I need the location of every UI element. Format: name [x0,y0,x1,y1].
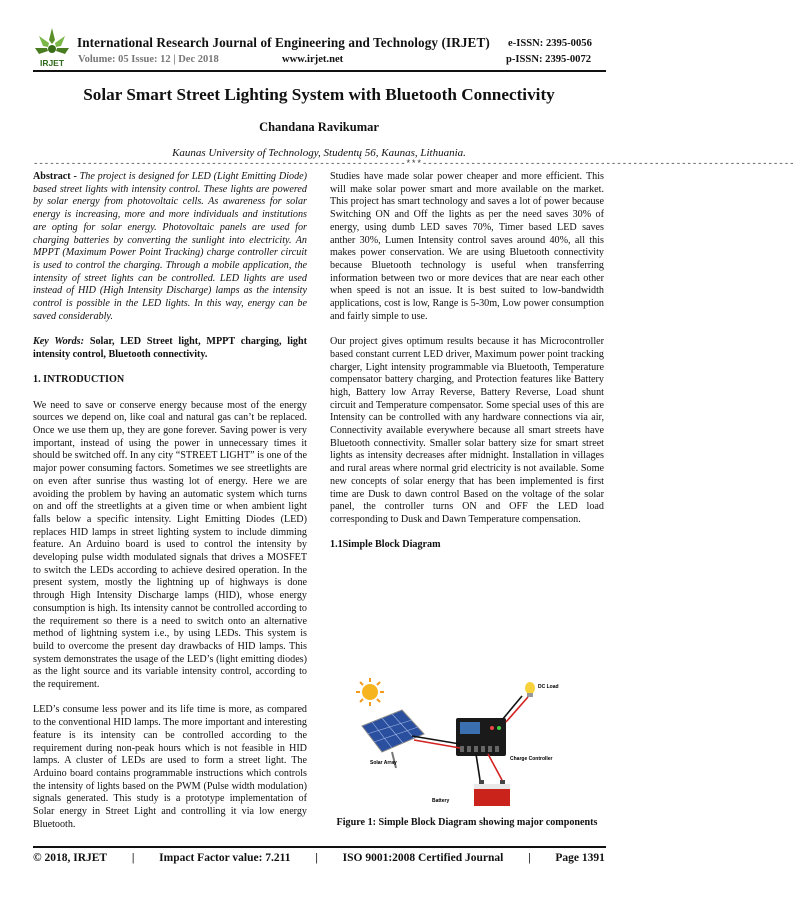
charge-controller-icon [456,718,506,756]
section-heading-block-diagram: 1.1Simple Block Diagram [330,539,441,551]
abstract-label: Abstract - [33,171,77,182]
intro-paragraph-4: Our project gives optimum results because it has Microcontroller based constant current LED driver, Maximum power point tracking charger, Light intensity programmable via Bluetooth, Temperature compensator battery charging, and Protection features like Battery high, Battery low Array Reverse, Battery Reverse, Load shunt circuit and Temperature compensator. Some special uses of this are Intensity can be controlled with any hardware connections via air, Connectivity available everywhere because all smart streets have Bluetooth connectivity. Smaller solar battery size for smart street lights as intensity decreases after midnight. Installation in villages and rural areas where normal grid electricity is not available. Some new concepts of solar energy that has been implemented is first time are Dusk to dawn control Based on the voltage of the solar panel, the controller turns ON and OFF the LED load corresponding to Dusk and Dawn Temperature compensation. [330,336,604,525]
footer-divider [33,846,606,848]
journal-website[interactable]: www.irjet.net [282,54,344,65]
section-heading-introduction: 1. INTRODUCTION [33,374,125,386]
logo-text: IRJET [39,58,65,68]
figure-caption: Figure 1: Simple Block Diagram showing major components [336,817,598,828]
impact-factor: Impact Factor value: 7.211 [159,852,291,864]
copyright: © 2018, IRJET [33,852,108,864]
lamp-icon [525,682,535,697]
intro-paragraph-1: We need to save or conserve energy because most of the energy sources we depend on, like coal and natural gas can’t be replaced. Once we use them up, they are gone forever. Saving power is very important, instead of using the power in unnecessary times it should be switched off. In any city “STREET LIGHT” is one of the major power consuming factors. Sometimes we see streetlights are on even after sunrise thus wasting lot of energy. Here we are avoiding the problem by having an automatic system which turns on and off the streetlights at a given time or when ambient light falls below a specific intensity. Light Emitting Diodes (LED) replaces HID lamps in street lighting system to include dimming feature. An Arduino board is used to control the intensity by developing pulse width modulated signals that drives a MOSFET to switch the LEDs according to achieve desired operation. In the present system, mostly the lightning up of highways is done through High Intensity Discharge lamps (HID), whose energy consumption is high. Its intensity cannot be controlled according to the requirement so there is a need to switch onto an alternative method of lightning system i.e., by using LEDs. This system is build to overcome the present day drawbacks of HID lamps. This system demonstrates the usage of the LED’s (light emitting diodes) as the light source and its variable intensity control, according to the requirement. [33,399,307,691]
journal-footer: © 2018, IRJET | Impact Factor value: 7.211 | ISO 9001:2008 Certified Journal | Page 1391 [33,852,605,864]
keywords-text: Solar, LED Street light, MPPT charging, light intensity control, Bluetooth connectivity. [33,336,307,360]
right-column [330,171,604,565]
label-charge-controller: Charge Controller [510,756,553,762]
paper-title: Solar Smart Street Lighting System with Bluetooth Connectivity [83,85,555,104]
left-column [33,171,307,832]
page-number: Page 1391 [555,852,605,864]
header-divider [33,70,606,72]
keywords [33,336,307,361]
section-divider: ---------------------------------------------------------------------***--------------------------------------------------------------------- [33,159,795,169]
block-diagram-figure [352,676,577,811]
author-affiliation: Kaunas University of Technology, Studentų 56, Kaunas, Lithuania. [172,147,466,159]
irjet-logo [33,26,71,70]
abstract [33,171,307,323]
journal-title: International Research Journal of Engineering and Technology (IRJET) [77,35,490,50]
pissn: p-ISSN: 2395-0072 [506,54,592,65]
keywords-label: Key Words: [33,336,84,348]
label-battery: Battery [432,798,450,804]
eissn: e-ISSN: 2395-0056 [508,38,592,49]
volume-issue: Volume: 05 Issue: 12 | Dec 2018 [78,54,219,65]
battery-icon [474,780,510,806]
label-dc-load: DC Load [538,684,559,690]
iso-certification: ISO 9001:2008 Certified Journal [342,852,504,864]
label-solar-array: Solar Array [370,760,397,766]
author-name: Chandana Ravikumar [259,120,379,134]
intro-paragraph-3: Studies have made solar power cheaper and more efficient. This will make solar power smart and more available on the market. This project has smart technology and saves a lot of power because Switching ON and Off the lights as per the need saves 30% of energy, using dumb LED saves 70%, Timer based LED saves anther 30%, Lumen Intensity control saves around 40%, all this makes power conservation. We are using Bluetooth connectivity because Bluetooth technology is useful when transferring information between two or more devices that are near each other when speed is not an issue. It is best suited to low-bandwidth applications, cost is low, Range is 5-30m, Low power consumption and fairly simple to use. [330,171,604,322]
journal-header [0,0,638,80]
sun-icon [356,678,384,706]
intro-paragraph-2: LED’s consume less power and its life time is more, as compared to the conventional HID lamps. The more important and interesting feature is its intensity can be controlled according to the requirement during non-peak hours which is not feasible in HID lamps. A cluster of LEDs are used to form a street light. The Arduino board contains programmable instructions which controls the intensity of lights based on the PWM (Pulse width modulation) signals generated. This study is a prototype implementation of Solar energy in Street Light and controlling it via low energy Bluetooth. [33,704,307,830]
abstract-text: The project is designed for LED (Light Emitting Diode) based street lights with intensity control. These lights are powered by solar energy from photovoltaic cells. As awareness for solar energy is increasing, more and more individuals and institutions are opting for solar energy. Photovoltaic panels are used for charging batteries by converting the sunlight into electricity. An MPPT (Maximum Power Point Tracking) charge controller circuit is used to control the charging. Through a mobile application, the intensity of street lights can be controlled. LED lights are used instead of HID (High Intensity Discharge) lamps as the intensity control is possible in the LED lights. In this way, energy can be saved considerably. [33,171,307,322]
